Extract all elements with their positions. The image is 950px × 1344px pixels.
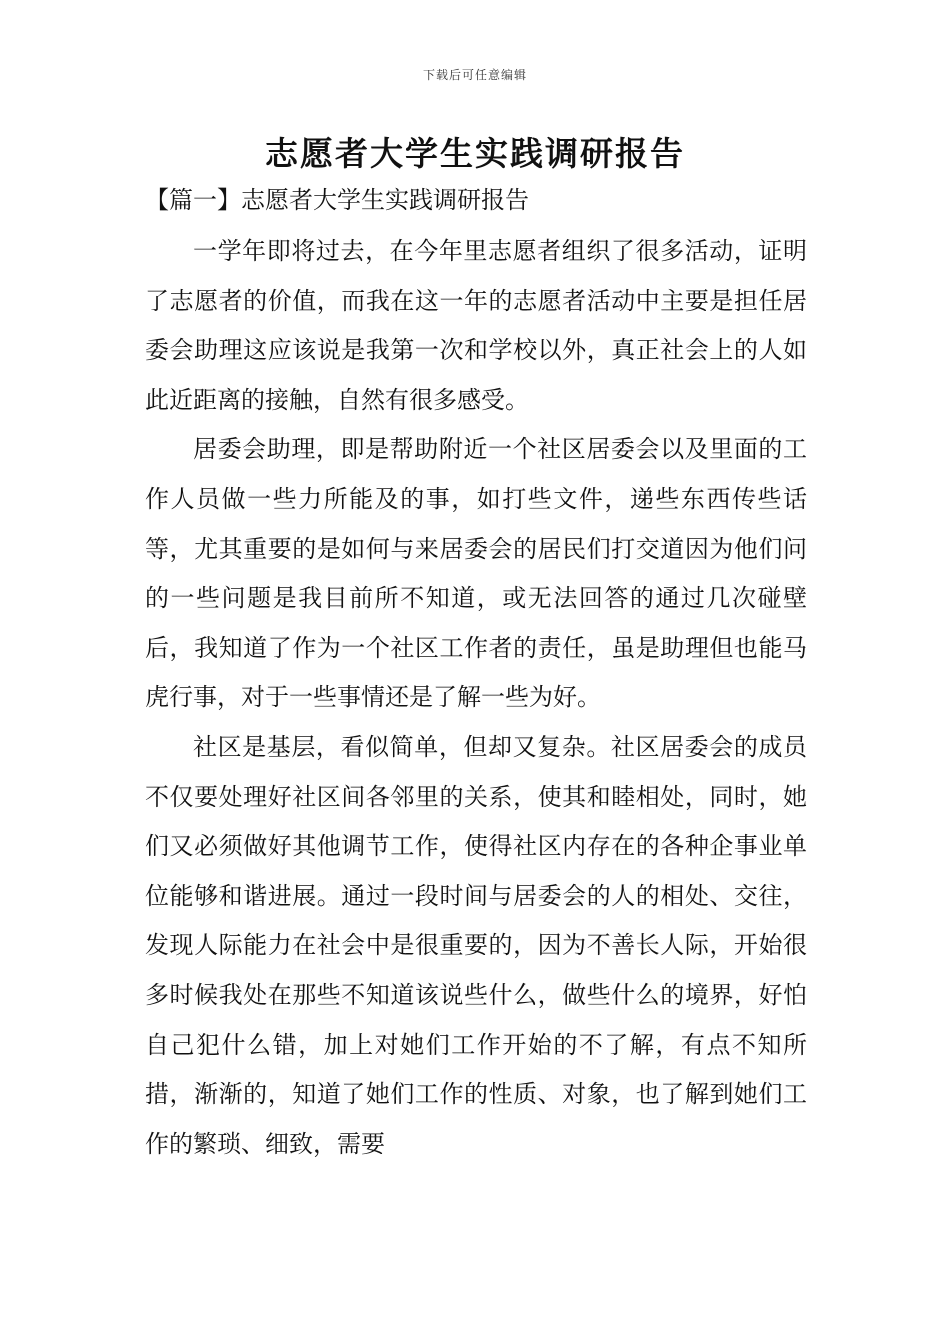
paragraph-1: 一学年即将过去，在今年里志愿者组织了很多活动，证明了志愿者的价值，而我在这一年的志愿者活动中主要是担任居委会助理这应该说是我第一次和学校以外，真正社会上的人如此近距离的接触，自然有很多感受。	[145, 237, 807, 414]
page-header-note: 下载后可任意编辑	[422, 68, 527, 82]
section-heading: 【篇一】志愿者大学生实践调研报告	[145, 186, 529, 214]
paragraph-2: 居委会助理，即是帮助附近一个社区居委会以及里面的工作人员做一些力所能及的事，如打些文件，递些东西传些话等，尤其重要的是如何与来居委会的居民们打交道因为他们问的一些问题是我目前所不知道，或无法回答的通过几次碰壁后，我知道了作为一个社区工作者的责任，虽是助理但也能马虎行事，对于一些事情还是了解一些为好。	[145, 435, 807, 712]
document-title: 志愿者大学生实践调研报告	[265, 134, 685, 173]
document-body	[145, 227, 807, 1169]
paragraph-3: 社区是基层，看似简单，但却又复杂。社区居委会的成员不仅要处理好社区间各邻里的关系，使其和睦相处，同时，她们又必须做好其他调节工作，使得社区内存在的各种企事业单位能够和谐进展。通过一段时间与居委会的人的相处、交往，发现人际能力在社会中是很重要的，因为不善长人际，开始很多时候我处在那些不知道该说些什么，做些什么的境界，好怕自己犯什么错，加上对她们工作开始的不了解，有点不知所措，渐渐的，知道了她们工作的性质、对象，也了解到她们工作的繁琐、细致，需要	[145, 732, 807, 1158]
